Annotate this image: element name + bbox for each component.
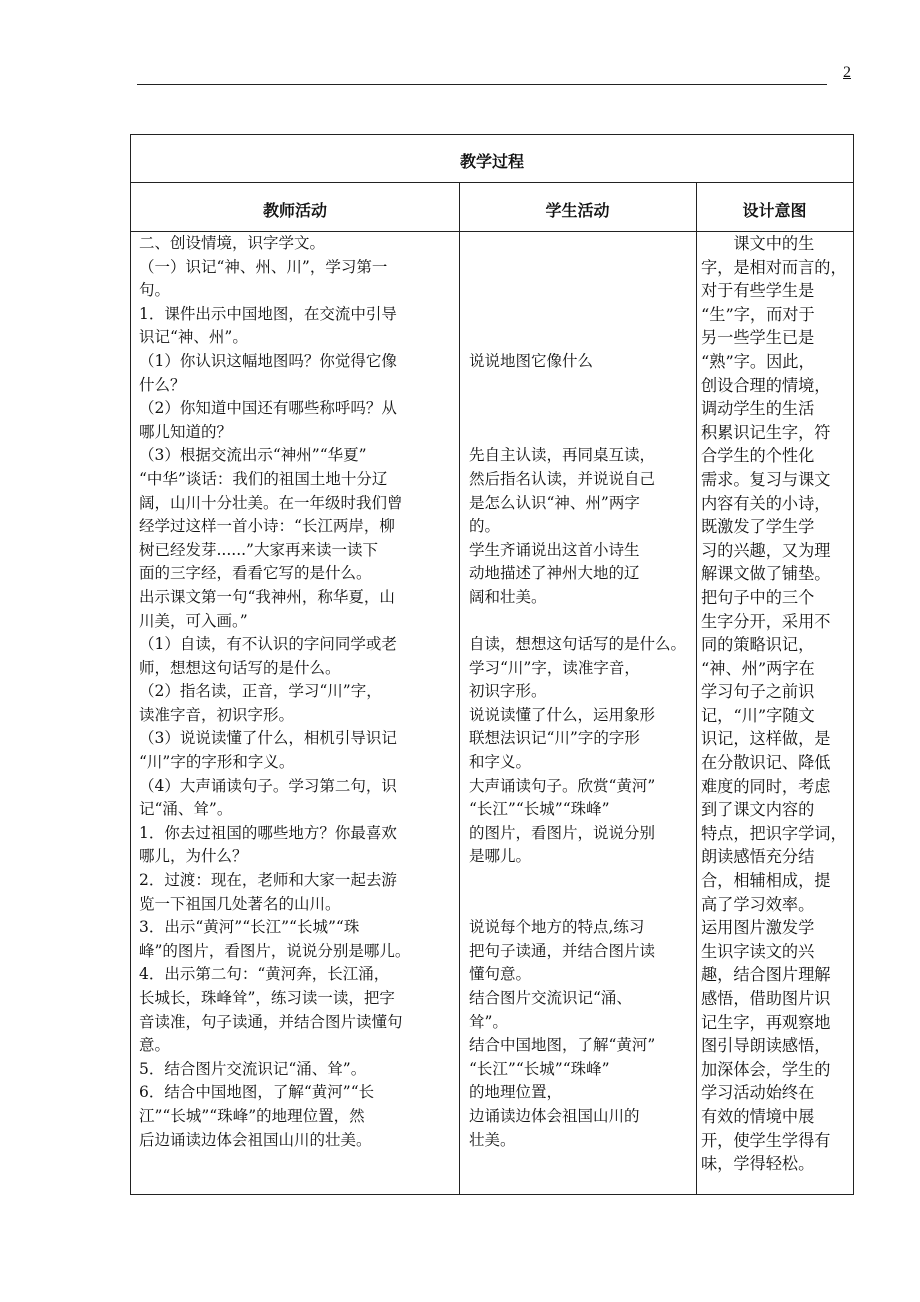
design-intent-line: 高了学习效率。 <box>701 894 815 914</box>
design-intent-line: 调动学生的生活 <box>701 399 815 419</box>
design-intent-line: 既激发了学生学 <box>701 517 815 537</box>
teacher-activity-line: 意。 <box>139 1036 171 1055</box>
teacher-activity-line: 面的三字经，看看它写的是什么。 <box>139 564 372 583</box>
student-activity-line <box>469 326 695 350</box>
student-activity-line: 是哪儿。 <box>469 847 532 866</box>
design-intent-line: 加深体会，学生的 <box>701 1059 831 1079</box>
design-intent-line: 图引导朗读感悟， <box>701 1036 831 1056</box>
student-activity-line: 说说读懂了什么，运用象形 <box>469 705 656 724</box>
design-intent-line: 课文中的生 <box>701 234 815 253</box>
student-activity-line <box>469 869 695 893</box>
teacher-activity-line: （1）自读，有不认识的字问同学或老 <box>139 635 397 654</box>
student-activity-line <box>469 397 695 421</box>
title-row-divider <box>131 182 853 183</box>
teacher-activity-line: 后边诵读边体会祖国山川的壮美。 <box>139 1130 372 1149</box>
student-activity-line: 阔和壮美。 <box>469 587 547 606</box>
design-intent-line: 朗读感悟充分结 <box>701 847 815 867</box>
teacher-activity-line: （1）你认识这幅地图吗？你觉得它像 <box>139 351 397 370</box>
teacher-activity-line: 江”“长城”“珠峰”的地理位置，然 <box>139 1106 365 1125</box>
student-activity-line: 动地描述了神州大地的辽 <box>469 564 640 583</box>
design-intent-line: 学习句子之前识 <box>701 682 815 702</box>
student-activity-line: 自读，想想这句话写的是什么。 <box>469 635 687 654</box>
header-student-activity: 学生活动 <box>545 201 610 220</box>
student-activity-line <box>469 256 695 280</box>
design-intent-line: 感悟，借助图片识 <box>701 989 831 1008</box>
teacher-activity-column <box>139 232 457 1152</box>
teacher-activity-line: （3）根据交流出示“神州”“华夏” <box>139 446 367 465</box>
teacher-activity-line: 4．出示第二句：“黄河奔，长江涌， <box>139 965 390 984</box>
design-intent-line: 习的兴趣，又为理 <box>701 540 831 560</box>
design-intent-line: 生字分开，采用不 <box>701 611 831 631</box>
design-intent-line: 特点，把识字学词， <box>701 823 847 843</box>
student-activity-line: 耸”。 <box>469 1012 508 1031</box>
teacher-activity-line: 音读准，句子读通，并结合图片读懂句 <box>139 1012 403 1031</box>
student-activity-line: 联想法识记“川”字的字形 <box>469 729 640 748</box>
design-intent-line: 把句子中的三个 <box>701 587 815 607</box>
column-divider-2 <box>696 182 697 1194</box>
student-activity-line: 壮美。 <box>469 1130 516 1149</box>
teacher-activity-line: 阔，山川十分壮美。在一年级时我们曾 <box>139 493 403 512</box>
design-intent-line: 趣，结合图片理解 <box>701 965 831 985</box>
design-intent-line: 开，使学生学得有 <box>701 1130 831 1150</box>
student-activity-line <box>469 279 695 303</box>
teacher-activity-line: （2）你知道中国还有哪些称呼吗？从 <box>139 399 397 418</box>
design-intent-line: 合，相辅相成，提 <box>701 871 831 891</box>
student-activity-line: 大声诵读句子。欣赏“黄河” <box>469 776 656 795</box>
student-activity-line: 是怎么认识“神、州”两字 <box>469 493 640 512</box>
student-activity-line: 的图片，看图片，说说分别 <box>469 823 656 842</box>
column-divider-1 <box>459 182 460 1194</box>
teacher-activity-line: （3）说说读懂了什么，相机引导识记 <box>139 729 397 748</box>
design-intent-line: 解课文做了铺垫。 <box>701 564 831 584</box>
student-activity-line: 先自主认读，再同桌互读， <box>469 446 656 465</box>
student-activity-line: “长江”“长城”“珠峰” <box>469 1059 610 1078</box>
design-intent-line: “生”字，而对于 <box>701 304 815 324</box>
teacher-activity-line: 哪儿知道的？ <box>139 422 233 441</box>
design-intent-line: 合学生的个性化 <box>701 446 815 466</box>
teacher-activity-line: “中华”谈话：我们的祖国土地十分辽 <box>139 469 388 488</box>
design-intent-line: 在分散识记、降低 <box>701 753 831 773</box>
teacher-activity-line: 出示课文第一句“我神州，称华夏，山 <box>139 587 395 606</box>
student-activity-line: 的地理位置， <box>469 1083 563 1102</box>
design-intent-line: 味，学得轻松。 <box>701 1154 815 1174</box>
design-intent-line: 同的策略识记， <box>701 635 815 655</box>
teacher-activity-line: 6．结合中国地图，了解“黄河”“长 <box>139 1083 375 1102</box>
student-activity-line: 结合中国地图，了解“黄河” <box>469 1036 656 1055</box>
teacher-activity-line: （2）指名读，正音，学习“川”字， <box>139 682 382 701</box>
teacher-activity-line: 经学过这样一首小诗：“长江两岸，柳 <box>139 517 395 536</box>
teacher-activity-line: “川”字的字形和字义。 <box>139 753 295 772</box>
teacher-activity-line: 3．出示“黄河”“长江”“长城”“珠 <box>139 918 360 937</box>
teacher-activity-line: （4）大声诵读句子。学习第二句，识 <box>139 776 397 795</box>
teacher-activity-line: 1．课件出示中国地图，在交流中引导 <box>139 304 397 323</box>
design-intent-line: 有效的情境中展 <box>701 1106 815 1126</box>
design-intent-line: 到了课文内容的 <box>701 800 815 820</box>
student-activity-line: 学生齐诵说出这首小诗生 <box>469 540 640 559</box>
teacher-activity-line: 什么？ <box>139 375 186 394</box>
design-intent-line: 记，“川”字随文 <box>701 705 815 725</box>
design-intent-line: 字，是相对而言的， <box>701 257 847 277</box>
teacher-activity-line: 峰”的图片，看图片，说说分别是哪儿。 <box>139 941 411 960</box>
student-activity-line: 说说地图它像什么 <box>469 351 594 370</box>
design-intent-line: 另一些学生已是 <box>701 328 815 348</box>
teacher-activity-line: 览一下祖国几处著名的山川。 <box>139 894 341 913</box>
student-activity-line: 边诵读边体会祖国山川的 <box>469 1106 640 1125</box>
teacher-activity-line: 读准字音，初识字形。 <box>139 705 295 724</box>
design-intent-line: 创设合理的情境， <box>701 375 831 395</box>
teacher-activity-line: 树已经发芽......”大家再来读一读下 <box>139 540 378 559</box>
student-activity-line: 和字义。 <box>469 753 532 772</box>
teacher-activity-line: 二、创设情境，识字学文。 <box>139 234 326 252</box>
design-intent-line: 生识字读文的兴 <box>701 941 815 961</box>
design-intent-line: “神、州”两字在 <box>701 658 815 678</box>
design-intent-line: 难度的同时，考虑 <box>701 776 831 796</box>
header-rule <box>137 84 827 85</box>
teacher-activity-line: 长城长，珠峰耸”，练习读一读，把字 <box>139 989 395 1007</box>
teacher-activity-line: 1．你去过祖国的哪些地方？你最喜欢 <box>139 823 397 842</box>
student-activity-line: 然后指名认读，并说说自己 <box>469 469 656 488</box>
student-activity-line: “长江”“长城”“珠峰” <box>469 800 610 819</box>
design-intent-line: 对于有些学生是 <box>701 281 815 301</box>
student-activity-line: 结合图片交流识记“涌、 <box>469 989 632 1007</box>
student-activity-line <box>469 610 695 634</box>
table-title: 教学过程 <box>459 152 524 171</box>
student-activity-line <box>469 421 695 445</box>
teacher-activity-line: 句。 <box>139 281 171 300</box>
student-activity-column <box>469 232 695 1152</box>
design-intent-column <box>701 232 853 1176</box>
teacher-activity-line: （一）识记“神、州、川”，学习第一 <box>139 257 388 276</box>
header-design-intent: 设计意图 <box>742 201 807 220</box>
teacher-activity-line: 哪儿，为什么？ <box>139 847 248 866</box>
student-activity-line: 懂句意。 <box>469 965 532 984</box>
teacher-activity-line: 5．结合图片交流识记“涌、耸”。 <box>139 1059 367 1078</box>
design-intent-line: 记生字，再观察地 <box>701 1012 831 1032</box>
student-activity-line <box>469 232 695 256</box>
student-activity-line: 把句子读通，并结合图片读 <box>469 941 656 960</box>
student-activity-line <box>469 893 695 917</box>
teacher-activity-line: 师，想想这句话写的是什么。 <box>139 658 341 677</box>
design-intent-line: 识记，这样做，是 <box>701 729 831 749</box>
design-intent-line: 运用图片激发学 <box>701 918 815 938</box>
teacher-activity-line: 2．过渡：现在，老师和大家一起去游 <box>139 871 397 890</box>
student-activity-line <box>469 374 695 398</box>
student-activity-line <box>469 303 695 327</box>
student-activity-line: 学习“川”字，读准字音， <box>469 658 640 677</box>
student-activity-line: 的。 <box>469 517 501 536</box>
teacher-activity-line: 川美，可入画。” <box>139 611 248 630</box>
design-intent-line: 学习活动始终在 <box>701 1083 815 1103</box>
design-intent-line: 需求。复习与课文 <box>701 469 831 489</box>
student-activity-line: 说说每个地方的特点,练习 <box>469 918 645 937</box>
design-intent-line: 内容有关的小诗， <box>701 493 831 513</box>
page-number: 2 <box>843 64 851 81</box>
design-intent-line: 积累识记生字，符 <box>701 422 831 442</box>
teacher-activity-line: 记“涌、耸”。 <box>139 800 233 819</box>
student-activity-line: 初识字形。 <box>469 682 547 701</box>
teacher-activity-line: 识记“神、州”。 <box>139 328 248 347</box>
header-teacher-activity: 教师活动 <box>262 201 327 220</box>
design-intent-line: “熟”字。因此， <box>701 351 815 371</box>
lesson-process-table <box>130 134 854 1195</box>
